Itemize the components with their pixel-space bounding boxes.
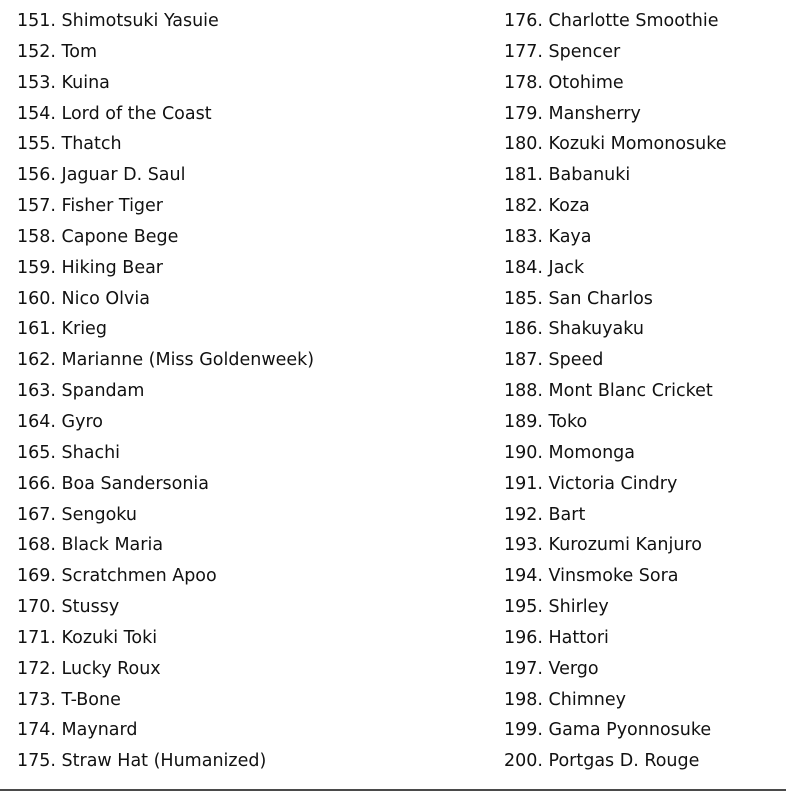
list-item: 156. Jaguar D. Saul	[17, 165, 186, 186]
list-item: 154. Lord of the Coast	[17, 103, 212, 124]
list-item: 171. Kozuki Toki	[17, 627, 158, 648]
list-item: 193. Kurozumi Kanjuro	[504, 535, 702, 556]
list-item: 163. Spandam	[17, 381, 145, 402]
list-item: 164. Gyro	[17, 411, 103, 432]
list-item: 157. Fisher Tiger	[17, 196, 163, 217]
list-item: 195. Shirley	[504, 597, 609, 618]
list-item: 198. Chimney	[504, 689, 626, 710]
list-item: 174. Maynard	[17, 720, 138, 741]
list-item: 199. Gama Pyonnosuke	[504, 720, 712, 741]
list-item: 172. Lucky Roux	[17, 658, 161, 679]
list-item: 162. Marianne (Miss Goldenweek)	[17, 350, 315, 371]
list-item: 168. Black Maria	[17, 535, 164, 556]
list-item: 165. Shachi	[17, 442, 121, 463]
list-item: 194. Vinsmoke Sora	[504, 566, 679, 587]
list-item: 186. Shakuyaku	[504, 319, 644, 340]
list-item: 166. Boa Sandersonia	[17, 473, 210, 494]
list-item: 153. Kuina	[17, 72, 110, 93]
list-item: 173. T-Bone	[17, 689, 121, 710]
list-item: 187. Speed	[504, 350, 604, 371]
list-item: 175. Straw Hat (Humanized)	[17, 751, 267, 772]
list-item: 185. San Charlos	[504, 288, 653, 309]
list-item: 159. Hiking Bear	[17, 257, 163, 278]
list-item: 177. Spencer	[504, 41, 621, 62]
list-item: 160. Nico Olvia	[17, 288, 150, 309]
list-item: 192. Bart	[504, 504, 586, 525]
list-item: 161. Krieg	[17, 319, 107, 340]
list-item: 178. Otohime	[504, 72, 624, 93]
list-item: 158. Capone Bege	[17, 226, 179, 247]
list-item: 197. Vergo	[504, 658, 599, 679]
list-item: 155. Thatch	[17, 134, 122, 155]
list-item: 196. Hattori	[504, 627, 609, 648]
list-item: 184. Jack	[504, 257, 585, 278]
list-item: 188. Mont Blanc Cricket	[504, 381, 713, 402]
list-item: 176. Charlotte Smoothie	[504, 11, 719, 31]
list-item: 151. Shimotsuki Yasuie	[17, 11, 219, 31]
list-item: 191. Victoria Cindry	[504, 473, 678, 494]
list-item: 183. Kaya	[504, 226, 592, 247]
list-item: 167. Sengoku	[17, 504, 137, 525]
list-item: 152. Tom	[17, 41, 97, 62]
list-item: 170. Stussy	[17, 597, 120, 618]
list-item: 189. Toko	[504, 411, 588, 432]
list-item: 181. Babanuki	[504, 165, 631, 186]
list-item: 169. Scratchmen Apoo	[17, 566, 217, 587]
list-right-column	[504, 6, 727, 777]
list-item: 182. Koza	[504, 196, 590, 217]
bottom-divider	[0, 789, 786, 791]
list-item: 200. Portgas D. Rouge	[504, 751, 700, 772]
list-item: 179. Mansherry	[504, 103, 641, 124]
list-item: 190. Momonga	[504, 442, 636, 463]
list-left-column	[17, 6, 314, 777]
list-item: 180. Kozuki Momonosuke	[504, 134, 727, 155]
